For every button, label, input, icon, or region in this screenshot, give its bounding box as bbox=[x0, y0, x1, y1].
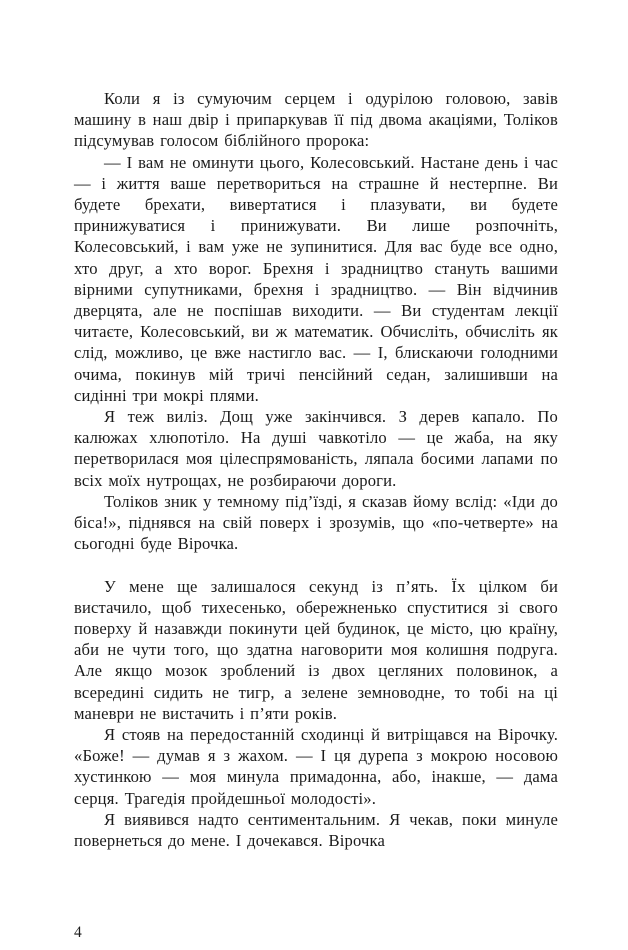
paragraph: Коли я із сумуючим серцем і одурілою головою, завів машину в наш двір і припаркував її під двома акаціями, Толіков підсумував голосом біблійного пророка: bbox=[74, 89, 558, 151]
paragraph: У мене ще залишалося секунд із п’ять. Їх цілком би вистачило, щоб тихесенько, обережненько спуститися зі свого поверху й назавжди покинути цей будинок, це місто, цю країну, аби не чути того, що здатна наговорити моя колишня подруга. Але якщо мозок зроблений із двох цегляних половинок, а всередині сидить не тигр, а зелене земноводне, то тобі на ці маневри не вистачить і п’яти років. bbox=[74, 576, 558, 723]
paragraph: — І вам не оминути цього, Колесовський. Настане день і час — і життя ваше перетвориться на страшне й нестерпне. Ви будете брехати, вивертатися і плазувати, ви будете принижуватися і принижувати. Ви лише розпочніть, Колесовський, і вам уже не зупинитися. Для вас буде все одно, хто друг, а хто ворог. Брехня і зрадництво стануть вашими вірними супутниками, брехня і зрадництво. — Він відчинив дверцята, але не поспішав виходити. — Ви студентам лекції читаєте, Колесовський, ви ж математик. Обчисліть, обчисліть як слід, можливо, це вже настигло вас. — І, блискаючи голодними очима, покинув мій тричі пенсійний седан, залишивши на сидінні три мокрі плями. bbox=[74, 152, 558, 405]
paragraph: Я теж виліз. Дощ уже закінчився. З дерев капало. По калюжах хлюпотіло. На душі чавкотіло — це жаба, на яку перетворилася моя цілеспрямованість, ляпала босими лапами по всіх моїх нутрощах, не розбираючи дороги. bbox=[74, 407, 558, 490]
paragraph: Я виявився надто сентиментальним. Я чекав, поки минуле повернеться до мене. І дочекався. Вірочка bbox=[74, 809, 558, 851]
page-number: 4 bbox=[74, 924, 82, 941]
paragraph: Толіков зник у темному під’їзді, я сказав йому вслід: «Іди до біса!», піднявся на свій поверх і зрозумів, що «по-четверте» на сьогодні буде Вірочка. bbox=[74, 491, 558, 554]
page-text bbox=[74, 88, 558, 851]
paragraph: Я стояв на передостанній сходинці й витріщався на Вірочку. «Боже! — думав я з жахом. — І ця дурепа з мокрою носовою хустинкою — моя минула примадонна, або, інакше, — дама серця. Трагедія пройдешньої молодості». bbox=[74, 725, 558, 808]
